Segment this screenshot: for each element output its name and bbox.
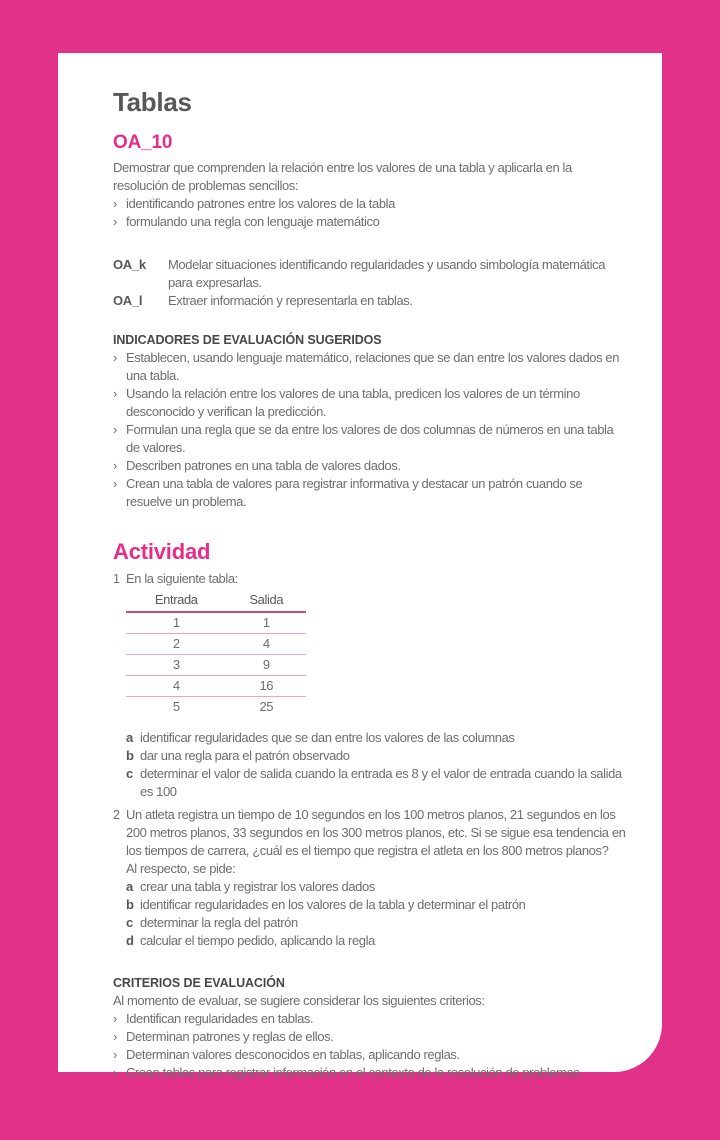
subitem-b [126,747,628,765]
oa10-bullet-1-text: identificando patrones entre los valores de la tabla [126,196,395,211]
table-header-row [126,591,306,612]
criterio-text: Crean tablas para registrar información en el contexto de la resolución de problemas. [126,1065,583,1080]
page-title: Tablas [113,87,192,117]
subitem-letter: a [126,879,133,894]
subitem-c [126,914,628,932]
subitem-text: calcular el tiempo pedido, aplicando la regla [140,933,375,948]
table-cell: 1 [227,612,306,634]
subitem-letter: c [126,915,133,930]
item-number: 2 [113,808,120,822]
table-cell: 5 [172,699,180,714]
subitem-text: identificar regularidades en los valores de la tabla y determinar el patrón [140,897,526,912]
document-card [58,53,662,1080]
indicador-text: Establecen, usando lenguaje matemático, relaciones que se dan entre los valores dados en una tabla. [126,350,620,383]
oa-ref-code: OA_k [113,257,146,272]
item-text: Un atleta registra un tiempo de 10 segundos en los 100 metros planos, 21 segundos en los 200 metros planos, 33 segundos en los 300 metros planos, etc. Si se sigue esa tendencia en los tiempos de carrera, ¿cuál es el tiempo que registra el atleta en los 800 metros planos? [126,807,626,858]
chevron-bullet-icon: › [113,196,118,211]
oa10-bullet-2 [113,213,628,231]
chevron-bullet-icon: › [113,1065,118,1080]
subitem-text: dar una regla para el patrón observado [140,748,350,763]
criterio-text: Determinan valores desconocidos en tablas, aplicando reglas. [126,1047,460,1062]
indicador-bullet [113,475,628,511]
subitem-a [126,878,628,896]
subitem-text: identificar regularidades que se dan entre los valores de las columnas [140,730,515,745]
indicador-bullet [113,457,628,475]
section-actividad [113,539,628,950]
indicador-bullet [113,421,628,457]
item-text: En la siguiente tabla: [126,571,238,586]
indicador-bullet [113,349,628,385]
subitem-text: crear una tabla y registrar los valores dados [140,879,375,894]
table-header-salida: Salida [227,591,306,612]
oa-ref-row-l [113,292,628,310]
table-cell: 4 [227,634,306,655]
table-row [126,655,306,676]
indicador-text: Usando la relación entre los valores de una tabla, predicen los valores de un término desconocido y verifican la predicción. [126,386,580,419]
chevron-bullet-icon: › [113,1047,118,1062]
subitem-text: determinar el valor de salida cuando la entrada es 8 y el valor de entrada cuando la salida es 100 [140,766,622,799]
subitem-letter: b [126,748,134,763]
actividad-item-2 [113,806,628,950]
chevron-bullet-icon: › [113,458,118,473]
criterio-bullet [113,1028,628,1046]
actividad-heading: Actividad [113,539,211,564]
section-indicadores [113,331,628,511]
criterio-text: Identifican regularidades en tablas. [126,1011,314,1026]
oa-ref-code: OA_l [113,293,143,308]
criterio-bullet [113,1010,628,1028]
subitem-c [126,765,628,801]
chevron-bullet-icon: › [113,350,118,365]
table-cell: 4 [126,676,227,697]
indicador-text: Describen patrones en una tabla de valores dados. [126,458,401,473]
table-cell: 2 [126,634,227,655]
subitem-letter: a [126,730,133,745]
item-body [126,570,628,801]
table-row [126,676,306,697]
table-row [126,634,306,655]
criterio-bullet [113,1064,628,1082]
actividad-item-1 [113,570,628,801]
oa-ref-text: Modelar situaciones identificando regularidades y usando simbología matemática para expresarlas. [168,257,606,290]
subitem-b [126,896,628,914]
section-oa-references [113,256,628,310]
table-row [126,612,306,634]
indicadores-heading: INDICADORES DE EVALUACIÓN SUGERIDOS [113,333,382,347]
indicador-bullet [113,385,628,421]
indicador-text: Crean una tabla de valores para registrar informativa y destacar un patrón cuando se resuelve un problema. [126,476,583,509]
entrada-salida-table [126,591,306,717]
criterios-intro: Al momento de evaluar, se sugiere considerar los siguientes criterios: [113,993,485,1008]
subitem-d [126,932,628,950]
chevron-bullet-icon: › [113,1029,118,1044]
subitem-a [126,729,628,747]
subitem-letter: c [126,766,133,781]
table-cell: 25 [259,699,274,714]
chevron-bullet-icon: › [113,386,118,401]
section-oa10 [113,132,628,231]
oa10-intro: Demostrar que comprenden la relación entre los valores de una tabla y aplicarla en la resolución de problemas sencillos: [113,160,572,193]
indicador-text: Formulan una regla que se da entre los valores de dos columnas de números en una tabla de valores. [126,422,614,455]
table-cell: 1 [126,612,227,634]
section-criterios [113,974,628,1082]
subitem-letter: d [126,933,134,948]
table-cell: 9 [227,655,306,676]
criterio-bullet [113,1046,628,1064]
criterio-text: Determinan patrones y reglas de ellos. [126,1029,334,1044]
chevron-bullet-icon: › [113,214,118,229]
chevron-bullet-icon: › [113,422,118,437]
item-text-2: Al respecto, se pide: [126,861,236,876]
table-header-entrada: Entrada [126,591,227,612]
oa10-heading: OA_10 [113,132,173,153]
item-body [126,806,628,950]
item-number: 1 [113,572,120,586]
chevron-bullet-icon: › [113,1011,118,1026]
oa-ref-text: Extraer información y representarla en tablas. [168,293,413,308]
chevron-bullet-icon: › [113,476,118,491]
oa10-bullet-1 [113,195,628,213]
subitem-letter: b [126,897,134,912]
table-row [126,697,306,718]
table-cell: 3 [126,655,227,676]
criterios-heading: CRITERIOS DE EVALUACIÓN [113,976,285,990]
oa10-bullet-2-text: formulando una regla con lenguaje matemático [126,214,380,229]
oa-ref-row-k [113,256,628,292]
subitem-text: determinar la regla del patrón [140,915,298,930]
table-cell: 16 [227,676,306,697]
